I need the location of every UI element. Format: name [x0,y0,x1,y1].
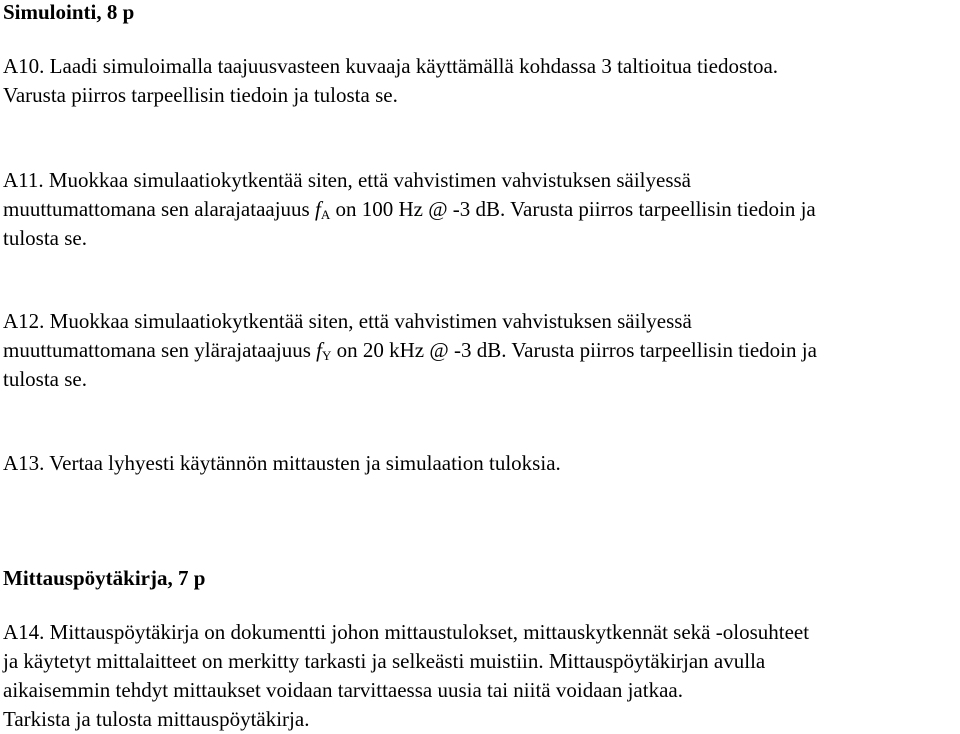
task-a12-line-1: A12. Muokkaa simulaatiokytkentää siten, että vahvistimen vahvistuksen säilyessä [3,309,692,333]
frequency-subscript: A [320,207,331,222]
task-a12-line-3: tulosta se. [3,367,87,391]
task-a13 [3,449,561,478]
task-a12 [3,307,817,394]
frequency-symbol: f [316,338,322,362]
task-a10-line-1: A10. Laadi simuloimalla taajuusvasteen kuvaaja käyttämällä kohdassa 3 taltioitua tiedostoa. [3,54,779,78]
task-a11-line-2-start: muuttumattomana sen alarajataajuus [3,197,315,221]
task-a11 [3,166,816,253]
task-a11-line-3: tulosta se. [3,226,87,250]
section-heading-simulointi: Simulointi, 8 p [3,0,135,24]
task-a10 [3,52,778,110]
frequency-symbol: f [314,197,321,221]
task-a12-line-2 [3,336,817,365]
task-a13-line-1: A13. Vertaa lyhyesti käytännön mittausten ja simulaation tuloksia. [3,451,561,475]
section-heading-mittauspoytakirja: Mittauspöytäkirja, 7 p [3,566,206,590]
frequency-subscript: Y [322,348,332,363]
task-a11-line-2-end: on 100 Hz @ -3 dB. Varusta piirros tarpeellisin tiedoin ja [330,197,816,221]
task-a12-line-2-start: muuttumattomana sen ylärajataajuus [3,338,317,362]
task-a14-line-1: A14. Mittauspöytäkirja on dokumentti johon mittaustulokset, mittauskytkennät sekä -olosuhteet [3,620,810,644]
task-a14-line-3: aikaisemmin tehdyt mittaukset voidaan tarvittaessa uusia tai niitä voidaan jatkaa. [3,678,683,702]
task-a10-line-2: Varusta piirros tarpeellisin tiedoin ja tulosta se. [3,83,398,107]
task-a12-line-2-end: on 20 kHz @ -3 dB. Varusta piirros tarpeellisin tiedoin ja [331,338,817,362]
task-a14-line-2: ja käytetyt mittalaitteet on merkitty tarkasti ja selkeästi muistiin. Mittauspöytäkirjan avulla [3,649,766,673]
task-a11-line-1: A11. Muokkaa simulaatiokytkentää siten, että vahvistimen vahvistuksen säilyessä [3,168,691,192]
task-a11-line-2 [3,195,816,224]
task-a14-line-4: Tarkista ja tulosta mittauspöytäkirja. [3,707,310,731]
task-a14 [3,618,809,734]
